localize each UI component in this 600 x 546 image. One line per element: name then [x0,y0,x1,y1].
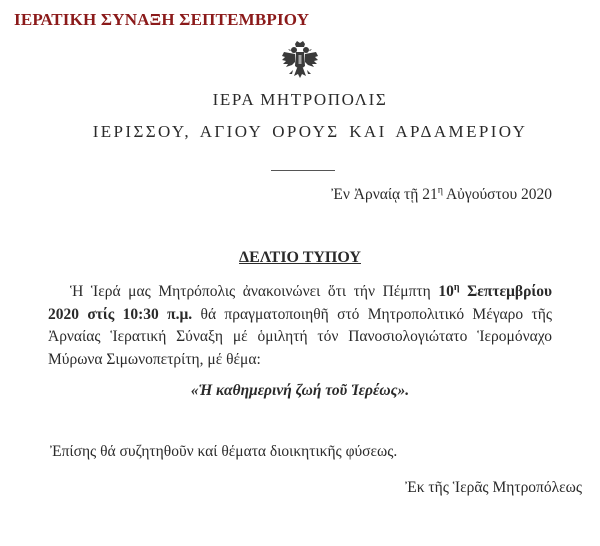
date-prefix: Ἐν Ἀρναίᾳ τῇ 21 [331,186,438,203]
signature: Ἐκ τῆς Ἱερᾶς Μητροπόλεως [405,479,582,496]
event-day: 10 [438,283,454,300]
announcement-start: Ἡ Ἱερά μας Μητρόπολις ἀνακοινώνει ὅτι τήν Πέμπτη [70,283,439,300]
metropolis-name-line2: ΙΕΡΙΣΣΟΥ, ΑΓΙΟΥ ΟΡΟΥΣ ΚΑΙ ΑΡΔΑΜΕΡΙΟΥ [92,122,528,141]
announcement-paragraph [48,281,552,371]
date-line [331,186,552,204]
date-suffix: Αὐγούστου 2020 [442,186,552,203]
additional-note: Ἐπίσης θά συζητηθοῦν καί θέματα διοικητικῆς φύσεως. [50,443,398,460]
lecture-topic: «Ἡ καθημερινή ζωή τοῦ Ἱερέως». [190,382,410,399]
event-day-superscript: η [453,281,460,293]
announcement-end: θά πραγματοποιηθῆ στό Μητροπολιτικό Μέγαρο τῆς Ἀρναίας Ἱερατική Σύναξη μέ ὁμιλητή τόν Πανοσιολογιώτατο Ἱερομόναχο Μύρωνα Σιμωνοπετρίτη, μέ θέμα: [48,305,552,368]
document-title: ΙΕΡΑΤΙΚΗ ΣΥΝΑΞΗ ΣΕΠΤΕΜΒΡΙΟΥ [14,10,310,29]
double-headed-eagle-icon [280,40,320,82]
metropolis-name-line1: ΙΕΡΑ ΜΗΤΡΟΠΟΛΙΣ [212,90,388,109]
event-date-rest: Σεπτεμβρίου 2020 στίς 10:30 π.μ. [48,283,552,323]
separator-rule [271,170,335,171]
date-superscript: η [437,184,443,196]
press-release-heading: ΔΕΛΤΙΟ ΤΥΠΟΥ [239,249,361,266]
